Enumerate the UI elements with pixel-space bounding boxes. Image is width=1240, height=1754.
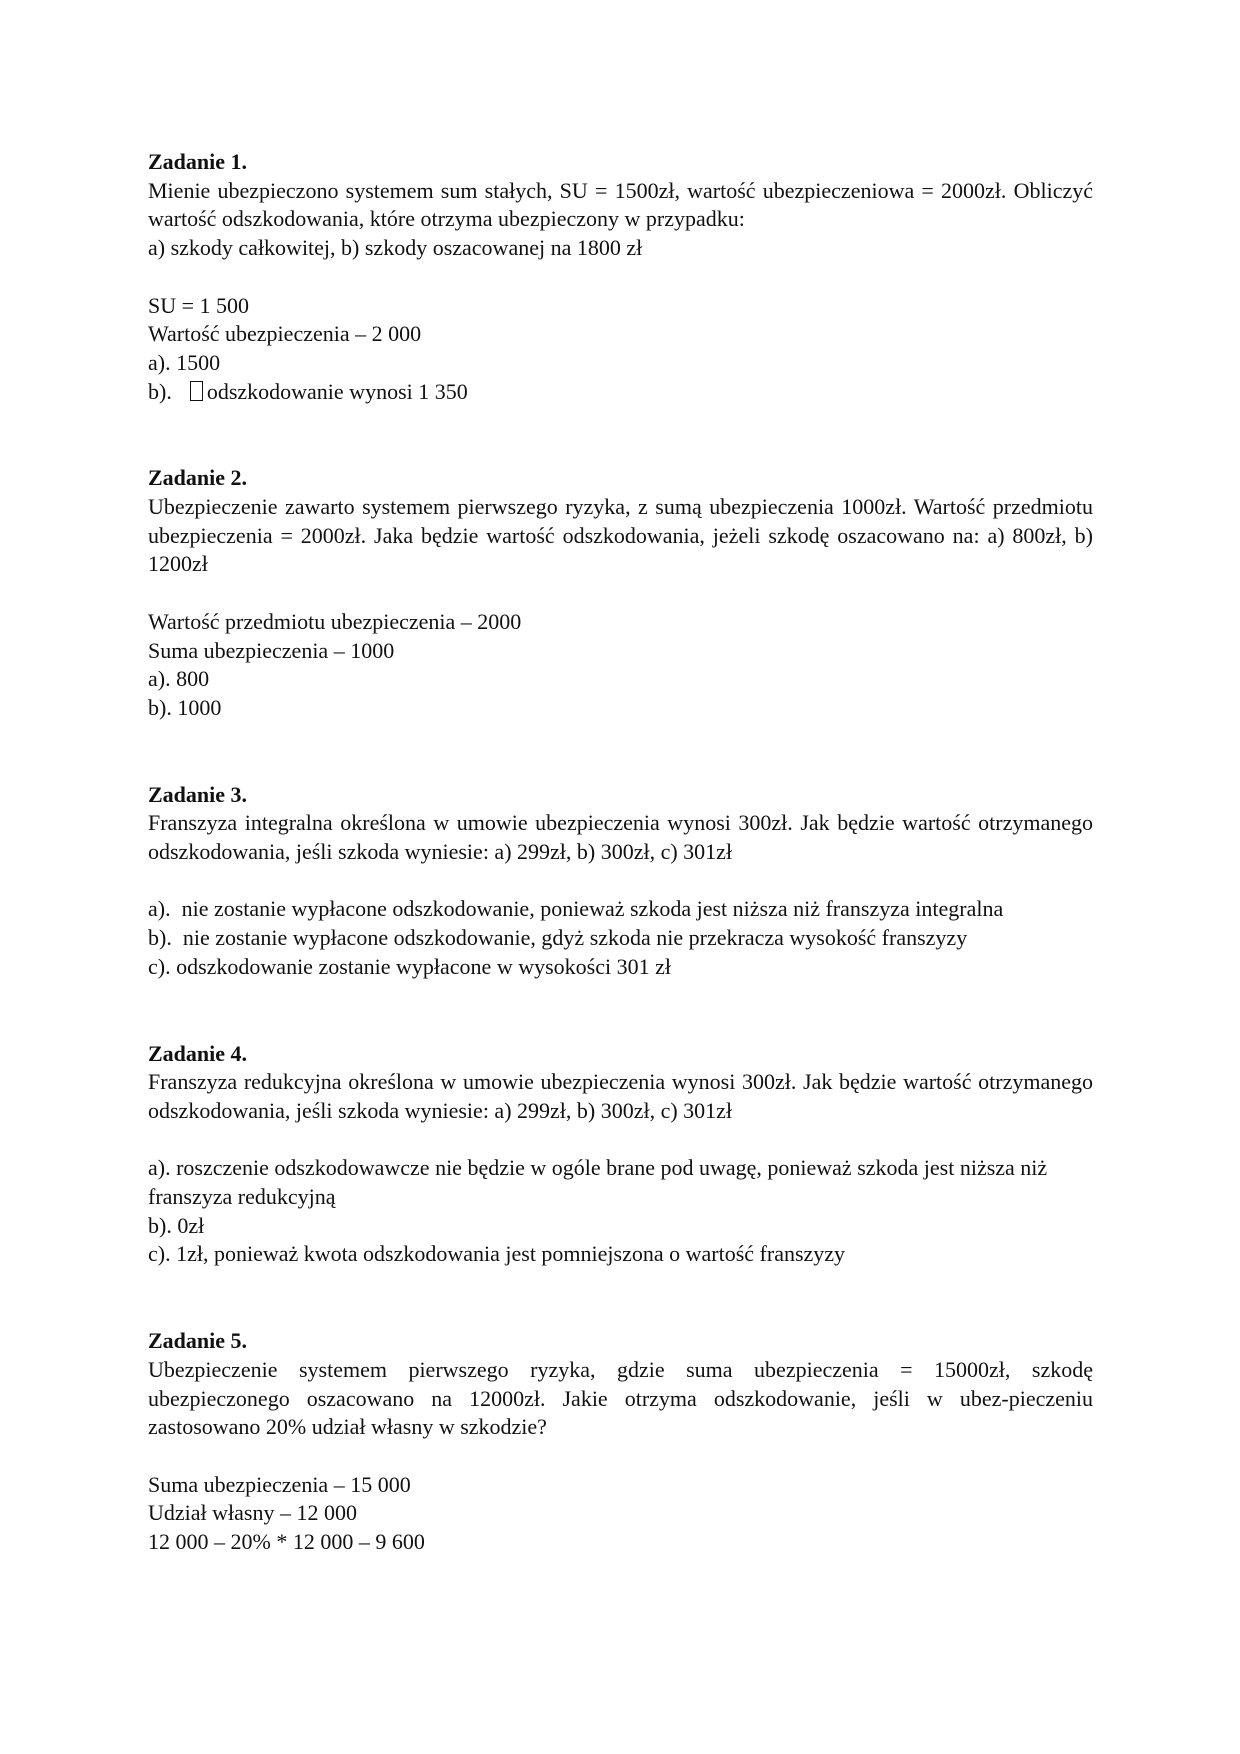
answer-line: Wartość przedmiotu ubezpieczenia – 2000 (148, 608, 522, 634)
answer-label: b). (148, 378, 172, 404)
task-title: Zadanie 5. (148, 1328, 248, 1354)
task-problem: Franszyza redukcyjna określona w umowie ubezpieczenia wynosi 300zł. Jak będzie wartość otrzymanego odszkodowania, jeśli szkoda wyniesie: a) 299zł, b) 300zł, c) 301zł (148, 1069, 1093, 1123)
task-2 (148, 464, 1093, 722)
answer-line: Suma ubezpieczenia – 15 000 (148, 1471, 411, 1497)
answer-line: a). 800 (148, 666, 210, 692)
answer-line: c). odszkodowanie zostanie wypłacone w wysokości 301 zł (148, 953, 671, 979)
task-4 (148, 1040, 1093, 1270)
answer-line-b (148, 378, 1093, 407)
answer-line: Udział własny – 12 000 (148, 1500, 357, 1526)
answer-line: a). roszczenie odszkodowawcze nie będzie w ogóle brane pod uwagę, ponieważ szkoda jest niższa niż franszyza redukcyjną (148, 1155, 1053, 1210)
answer-line: b). 1000 (148, 694, 222, 720)
task-answers (148, 1154, 1093, 1269)
task-answers (148, 895, 1093, 981)
task-answers (148, 292, 1093, 407)
document-page (148, 148, 1093, 1557)
answer-text: odszkodowanie wynosi 1 350 (206, 378, 468, 404)
task-problem: Ubezpieczenie systemem pierwszego ryzyka, gdzie suma ubezpieczenia = 15000zł, szkodę ubezpieczonego oszacowano na 12000zł. Jakie otrzyma odszkodowanie, jeśli w ubez-pieczeniu zastosowano 20% udział własny w szkodzie? (148, 1356, 1093, 1440)
answer-line: a). 1500 (148, 349, 221, 375)
task-problem-extra: a) szkody całkowitej, b) szkody oszacowanej na 1800 zł (148, 235, 643, 261)
answer-line: Wartość ubezpieczenia – 2 000 (148, 321, 422, 347)
task-answers (148, 608, 1093, 723)
task-title: Zadanie 3. (148, 781, 248, 807)
answer-line: b). nie zostanie wypłacone odszkodowanie, gdyż szkoda nie przekracza wysokość franszyzy (148, 925, 968, 951)
answer-line: 12 000 – 20% * 12 000 – 9 600 (148, 1529, 425, 1555)
answer-line: Suma ubezpieczenia – 1000 (148, 637, 395, 663)
answer-line: b). 0zł (148, 1212, 205, 1238)
task-title: Zadanie 2. (148, 465, 248, 491)
task-3 (148, 781, 1093, 982)
answer-line: c). 1zł, ponieważ kwota odszkodowania jest pomniejszona o wartość franszyzy (148, 1241, 846, 1267)
answer-line: a). nie zostanie wypłacone odszkodowanie, ponieważ szkoda jest niższa niż franszyza integralna (148, 896, 1004, 922)
task-problem: Mienie ubezpieczono systemem sum stałych, SU = 1500zł, wartość ubezpieczeniowa = 2000zł. Obliczyć wartość odszkodowania, które otrzyma ubezpieczony w przypadku: (148, 177, 1093, 232)
missing-glyph-icon (190, 381, 203, 401)
task-problem: Franszyza integralna określona w umowie ubezpieczenia wynosi 300zł. Jak będzie wartość otrzymanego odszkodowania, jeśli szkoda wyniesie: a) 299zł, b) 300zł, c) 301zł (148, 810, 1093, 865)
task-1 (148, 148, 1093, 406)
task-title: Zadanie 4. (148, 1040, 248, 1066)
answer-line: SU = 1 500 (148, 292, 250, 318)
task-title: Zadanie 1. (148, 149, 248, 174)
task-answers (148, 1471, 1093, 1557)
task-problem: Ubezpieczenie zawarto systemem pierwszego ryzyka, z sumą ubezpieczenia 1000zł. Wartość przedmiotu ubezpieczenia = 2000zł. Jaka będzie wartość odszkodowania, jeżeli szkodę oszacowano na: a) 800zł, b) 1200zł (148, 494, 1093, 577)
task-5 (148, 1327, 1093, 1557)
